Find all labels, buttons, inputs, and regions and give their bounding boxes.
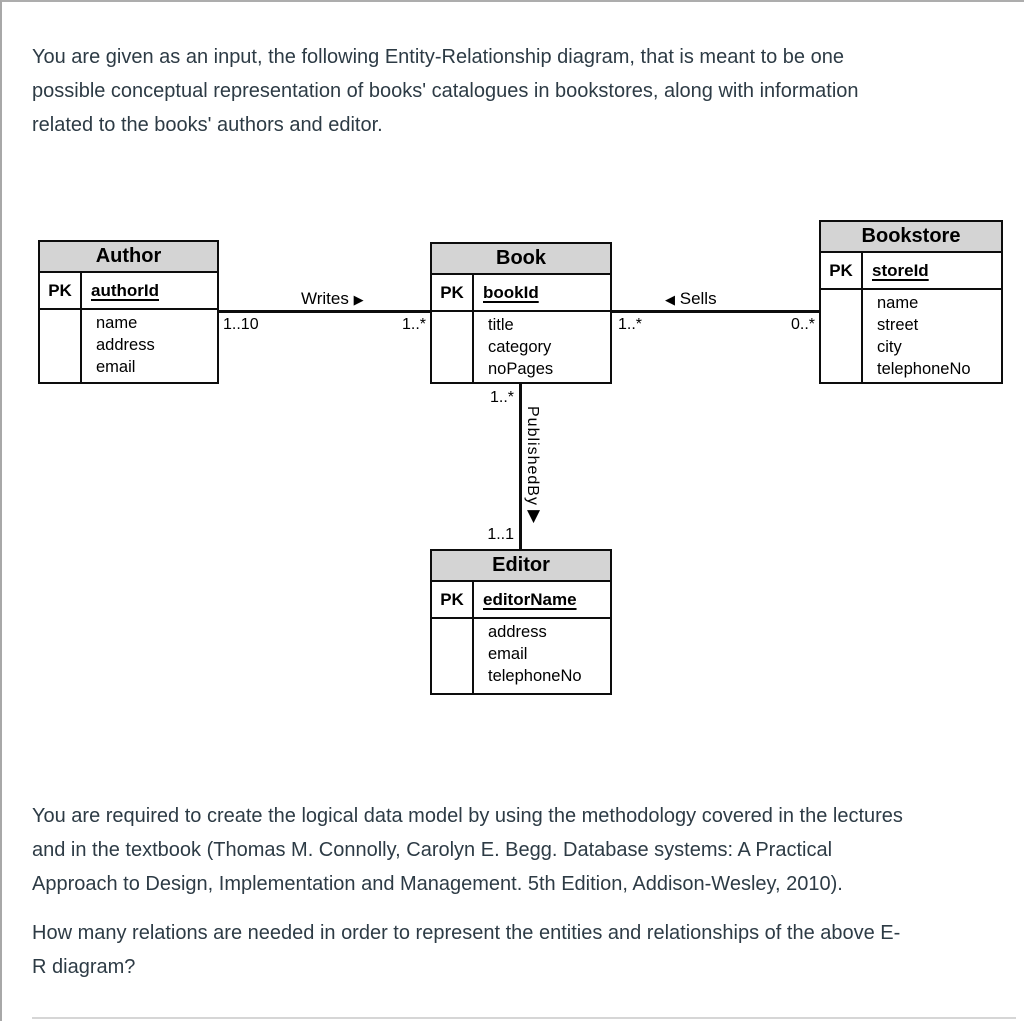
attribute: noPages (488, 360, 554, 378)
attribute: category (488, 338, 552, 356)
writes-direction-icon: ▶ (353, 293, 364, 308)
entity-editor-attributes (474, 619, 610, 693)
empty-pk-cell (432, 312, 474, 382)
entity-editor (430, 549, 612, 695)
pk-label: PK (40, 273, 82, 308)
entity-bookstore-attributes-row (821, 290, 1001, 382)
entity-author-title: Author (40, 242, 217, 273)
sells-direction-icon: ◀ (665, 293, 675, 308)
pk-label: PK (432, 582, 474, 617)
attribute: telephoneNo (488, 667, 582, 685)
entity-bookstore-attributes (863, 290, 1001, 382)
entity-author-pk-row (40, 273, 217, 310)
entity-editor-title: Editor (432, 551, 610, 582)
attribute: name (96, 314, 138, 332)
attribute: street (877, 316, 919, 334)
entity-bookstore-title: Bookstore (821, 222, 1001, 253)
entity-author-pk-attribute: authorId (91, 280, 159, 300)
question-paragraph (32, 916, 992, 984)
publishedby-relationship-label: PublishedBy (524, 406, 541, 506)
pk-label: PK (821, 253, 863, 288)
publishedby-direction-icon: ▼ (527, 506, 541, 526)
cardinality-publishedby-book: 1..* (489, 389, 514, 406)
cardinality-writes-author: 1..10 (223, 316, 259, 333)
empty-pk-cell (40, 310, 82, 382)
entity-author (38, 240, 219, 384)
entity-editor-pk-attribute: editorName (483, 589, 577, 609)
attribute: email (488, 645, 528, 663)
cardinality-publishedby-editor: 1..1 (487, 526, 514, 543)
entity-book-attributes (474, 312, 610, 382)
entity-bookstore-pk-attribute: storeId (872, 260, 929, 280)
entity-editor-attributes-row (432, 619, 610, 693)
empty-pk-cell (821, 290, 863, 382)
pk-label: PK (432, 275, 474, 310)
bottom-divider (32, 1017, 1016, 1019)
entity-book-attributes-row (432, 312, 610, 382)
sells-relationship-line (610, 310, 821, 313)
entity-bookstore (819, 220, 1003, 384)
question-line-1: How many relations are needed in order to represent the entities and relationships of the above E- (32, 922, 901, 944)
entity-book-title: Book (432, 244, 610, 275)
writes-relationship-line (219, 310, 432, 313)
attribute: city (877, 338, 902, 356)
sells-relationship-label (665, 289, 717, 309)
intro-line-2: possible conceptual representation of books' catalogues in bookstores, along with information (32, 80, 859, 102)
entity-bookstore-pk-row (821, 253, 1001, 290)
entity-author-attributes (82, 310, 217, 382)
attribute: name (877, 294, 919, 312)
er-diagram (2, 2, 1024, 722)
sells-label-text: Sells (679, 289, 717, 308)
cardinality-writes-book: 1..* (401, 316, 426, 333)
attribute: telephoneNo (877, 360, 971, 378)
empty-pk-cell (432, 619, 474, 693)
entity-book (430, 242, 612, 384)
requirement-line-2: and in the textbook (Thomas M. Connolly, Carolyn E. Begg. Database systems: A Practical (32, 839, 833, 861)
intro-line-3: related to the books' authors and editor. (32, 114, 383, 136)
requirement-line-3: Approach to Design, Implementation and Management. 5th Edition, Addison-Wesley, 2010). (32, 873, 843, 895)
attribute: address (488, 623, 547, 641)
entity-book-pk-attribute: bookId (483, 282, 539, 302)
entity-author-attributes-row (40, 310, 217, 382)
requirement-paragraph (32, 799, 992, 901)
writes-relationship-label (301, 289, 364, 309)
attribute: address (96, 336, 155, 354)
cardinality-sells-bookstore: 0..* (790, 316, 815, 333)
requirement-line-1: You are required to create the logical data model by using the methodology covered in the lectures (32, 805, 903, 827)
attribute: title (488, 316, 514, 334)
entity-book-pk-row (432, 275, 610, 312)
publishedby-relationship-line (519, 382, 522, 549)
question-line-2: R diagram? (32, 956, 136, 978)
attribute: email (96, 358, 136, 376)
intro-line-1: You are given as an input, the following Entity-Relationship diagram, that is meant to be one (32, 46, 844, 68)
entity-editor-pk-row (432, 582, 610, 619)
cardinality-sells-book: 1..* (618, 316, 643, 333)
writes-label-text: Writes (301, 289, 349, 308)
